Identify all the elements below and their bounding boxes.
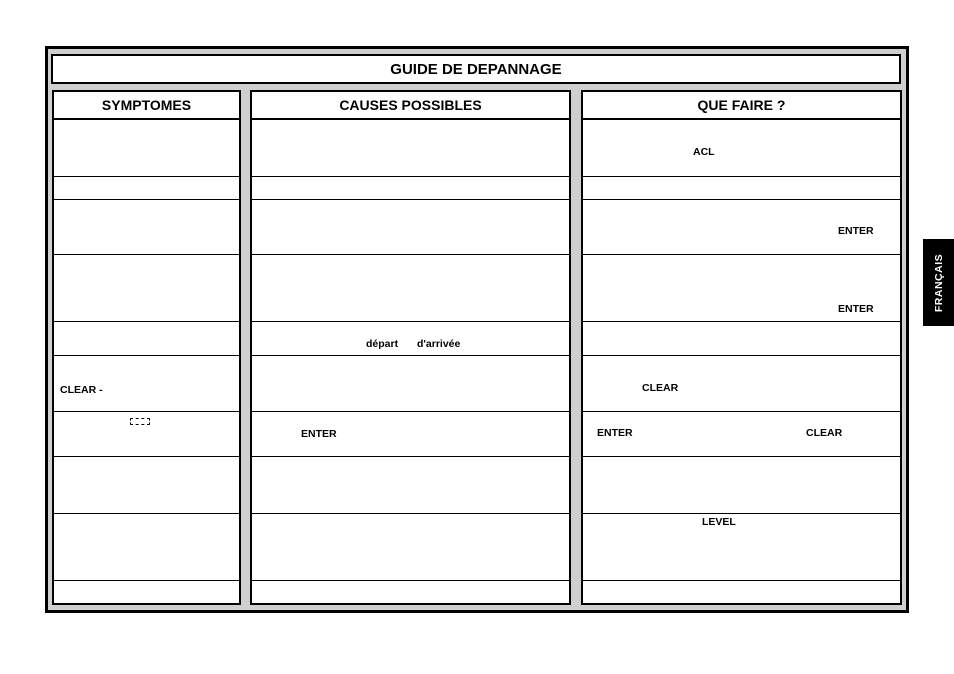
- row-divider: [250, 254, 571, 255]
- row-divider: [52, 513, 241, 514]
- row-divider: [52, 355, 241, 356]
- symptoms-header: SYMPTOMES: [54, 92, 239, 120]
- row-divider: [52, 580, 241, 581]
- level-keyword: LEVEL: [702, 516, 736, 528]
- actions-header: QUE FAIRE ?: [583, 92, 900, 120]
- actions-column: [581, 90, 902, 605]
- row-divider: [250, 176, 571, 177]
- row-divider: [52, 176, 241, 177]
- causes-header: CAUSES POSSIBLES: [252, 92, 569, 120]
- clear-action-keyword: CLEAR: [642, 382, 679, 394]
- row-divider: [581, 254, 902, 255]
- row-divider: [250, 199, 571, 200]
- enter-cause-keyword: ENTER: [301, 428, 337, 440]
- row-divider: [250, 580, 571, 581]
- row-divider: [52, 254, 241, 255]
- row-divider: [581, 513, 902, 514]
- row-divider: [250, 321, 571, 322]
- row-divider: [250, 456, 571, 457]
- row-divider: [581, 456, 902, 457]
- row-divider: [52, 199, 241, 200]
- row-divider: [52, 411, 241, 412]
- row-divider: [581, 411, 902, 412]
- lcd-segment-icon: [130, 418, 150, 425]
- arrivee-keyword: d'arrivée: [417, 338, 461, 350]
- depart-keyword: départ: [366, 338, 399, 350]
- row-divider: [581, 580, 902, 581]
- language-tab-label: FRANÇAIS: [932, 253, 945, 312]
- row-divider: [581, 355, 902, 356]
- language-tab: [923, 239, 954, 326]
- enter-action-keyword: ENTER: [597, 427, 633, 439]
- row-divider: [581, 199, 902, 200]
- row-divider: [250, 411, 571, 412]
- enter-action-keyword: ENTER: [838, 225, 874, 237]
- acl-keyword: ACL: [693, 146, 715, 158]
- row-divider: [52, 321, 241, 322]
- symptoms-column: [52, 90, 241, 605]
- row-divider: [52, 456, 241, 457]
- row-divider: [581, 321, 902, 322]
- row-divider: [250, 513, 571, 514]
- clear-symptom-keyword: CLEAR -: [60, 384, 103, 396]
- clear-action-keyword: CLEAR: [806, 427, 843, 439]
- table-title: [51, 54, 901, 84]
- row-divider: [581, 176, 902, 177]
- table-title-text: GUIDE DE DEPANNAGE: [390, 60, 562, 78]
- row-divider: [250, 355, 571, 356]
- causes-column: [250, 90, 571, 605]
- enter-action-keyword: ENTER: [838, 303, 874, 315]
